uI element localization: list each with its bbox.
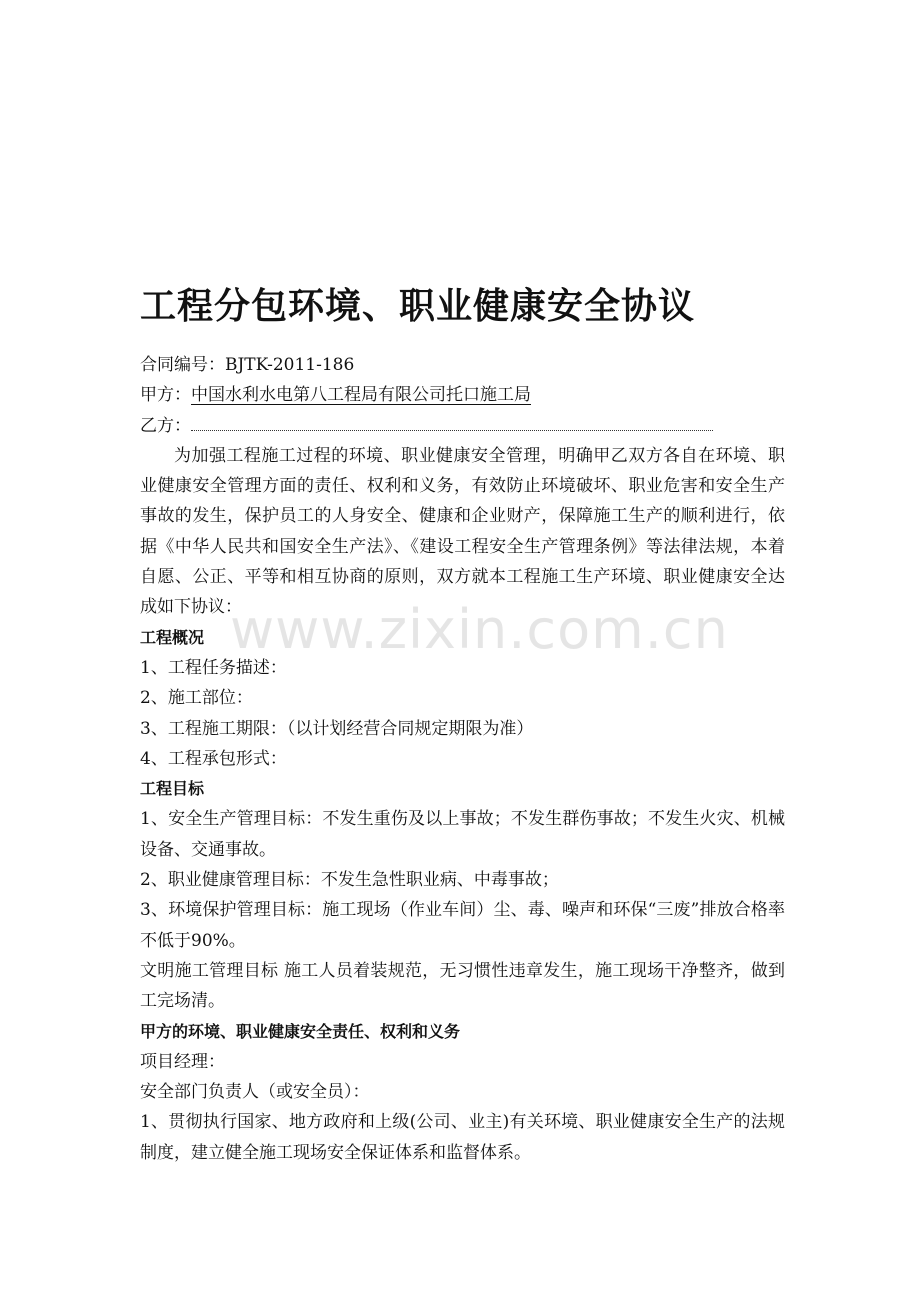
- section-heading-targets: 工程目标: [140, 779, 205, 799]
- watermark: www.zixin.com.cn: [230, 598, 729, 661]
- party-b-line: [140, 411, 785, 441]
- target-item: 1、安全生产管理目标：不发生重伤及以上事故；不发生群伤事故；不发生火灾、机械设备、交通事故。: [140, 809, 785, 860]
- duty-item: 1、贯彻执行国家、地方政府和上级(公司、业主)有关环境、职业健康安全生产的法规制度，建立健全施工现场安全保证体系和监督体系。: [140, 1112, 785, 1163]
- target-item: 文明施工管理目标 施工人员着装规范，无习惯性违章发生，施工现场干净整齐，做到工完场清。: [140, 960, 785, 1012]
- party-b-label: 乙方：: [140, 415, 191, 436]
- duty-item: 安全部门负责人（或安全员）：: [140, 1082, 370, 1103]
- target-item: 2、职业健康管理目标：不发生急性职业病、中毒事故；: [140, 870, 559, 891]
- intro-paragraph: 为加强工程施工过程的环境、职业健康安全管理，明确甲乙双方各自在环境、职业健康安全管理方面的责任、权利和义务，有效防止环境破坏、职业危害和安全生产事故的发生，保护员工的人身安全、健康和企业财产，保障施工生产的顺利进行，依据《中华人民共和国安全生产法》、《建设工程安全生产管理条例》等法律法规，本着自愿、公正、平等和相互协商的原则，双方就本工程施工生产环境、职业健康安全达成如下协议：: [140, 445, 785, 618]
- target-item: 3、环境保护管理目标：施工现场（作业车间）尘、毒、噪声和环保“三废”排放合格率不低于90%。: [140, 900, 785, 951]
- document-body: [140, 350, 785, 1168]
- overview-item: 4、工程承包形式：: [140, 748, 287, 769]
- party-b-blank: [191, 416, 713, 431]
- party-a-label: 甲方：: [140, 385, 191, 406]
- overview-item: 2、施工部位：: [140, 688, 253, 709]
- party-a-value: 中国水利水电第八工程局有限公司托口施工局: [191, 385, 531, 406]
- overview-item: 1、工程任务描述：: [140, 657, 287, 678]
- section-heading-party-a-duties: 甲方的环境、职业健康安全责任、权利和义务: [140, 1021, 461, 1041]
- overview-item: 3、工程施工期限：（以计划经营合同规定期限为准）: [140, 718, 534, 739]
- contract-number: 合同编号：BJTK-2011-186: [140, 355, 355, 375]
- section-heading-overview: 工程概况: [140, 627, 205, 647]
- duty-item: 项目经理：: [140, 1051, 225, 1072]
- party-a-line: [140, 380, 785, 410]
- document-title: 工程分包环境、职业健康安全协议: [140, 286, 696, 327]
